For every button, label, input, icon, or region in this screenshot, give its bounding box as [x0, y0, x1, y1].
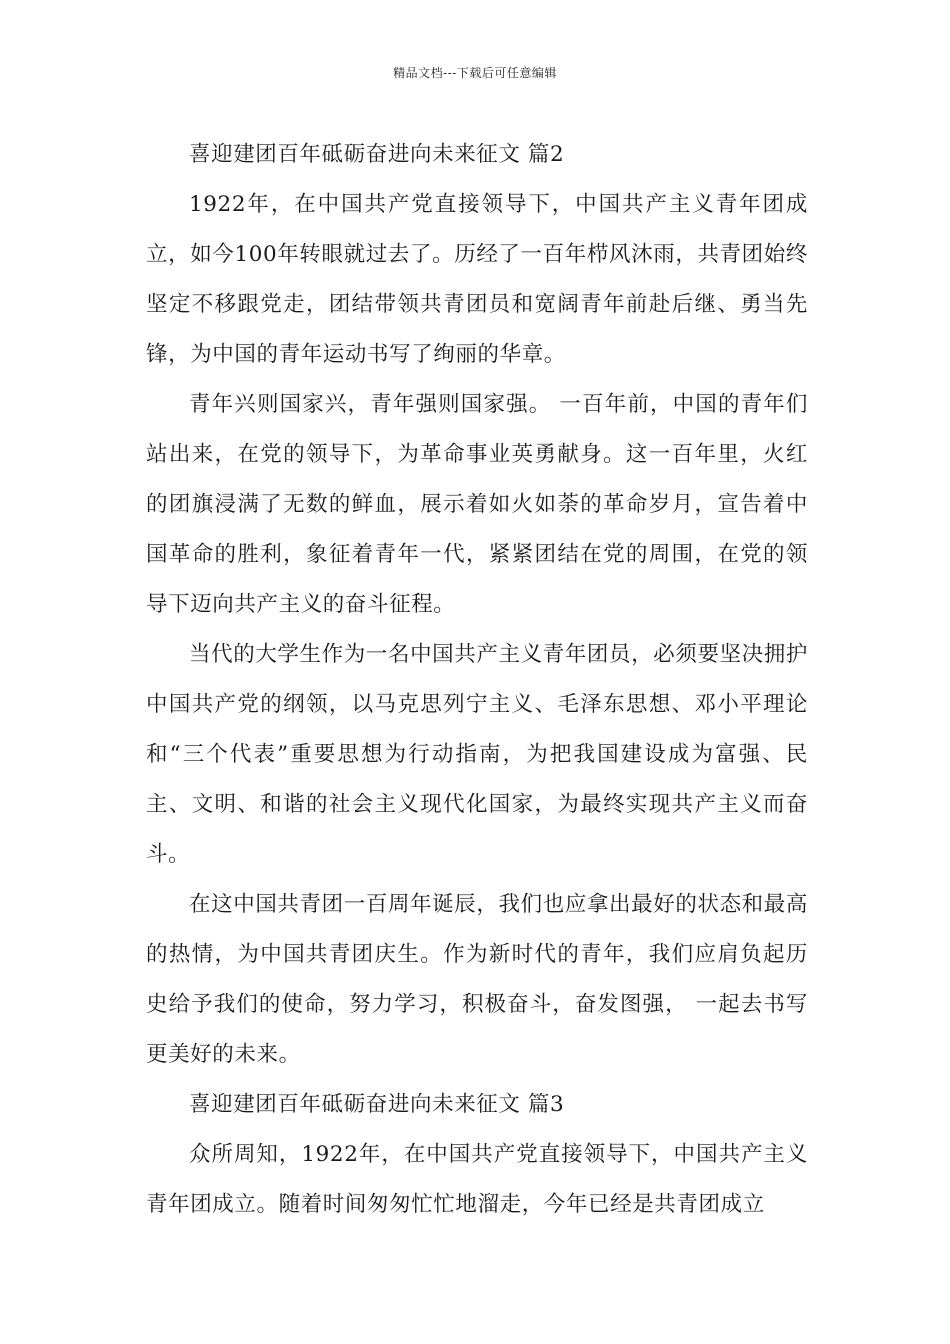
paragraph: 青年兴则国家兴，青年强则国家强。 一百年前，中国的青年们站出来，在党的领导下，为革命事业英勇献身。这一百年里，火红的团旗浸满了无数的鲜血，展示着如火如荼的革命岁月，宣告着中国革命的胜利，象征着青年一代，紧紧团结在党的周围，在党的领导下迈向共产主义的奋斗征程。	[146, 392, 808, 617]
article-body	[146, 130, 808, 1230]
section-heading-3: 喜迎建团百年砥砺奋进向未来征文 篇3	[189, 1092, 565, 1117]
paragraph: 众所周知，1922年，在中国共产党直接领导下，中国共产主义青年团成立。随着时间匆匆忙忙地溜走，今年已经是共青团成立	[146, 1142, 808, 1217]
page-header: 精品文档---下载后可任意编辑	[393, 66, 557, 80]
paragraph: 在这中国共青团一百周年诞辰，我们也应拿出最好的状态和最高的热情，为中国共青团庆生。作为新时代的青年，我们应肩负起历史给予我们的使命，努力学习，积极奋斗，奋发图强， 一起去书写更美好的未来。	[146, 892, 808, 1067]
paragraph: 当代的大学生作为一名中国共产主义青年团员，必须要坚决拥护中国共产党的纲领，以马克思列宁主义、毛泽东思想、邓小平理论和“三个代表”重要思想为行动指南，为把我国建设成为富强、民主、文明、和谐的社会主义现代化国家，为最终实现共产主义而奋斗。	[146, 642, 808, 867]
section-heading-2: 喜迎建团百年砥砺奋进向未来征文 篇2	[189, 142, 565, 167]
paragraph: 1922年，在中国共产党直接领导下，中国共产主义青年团成立，如今100年转眼就过去了。历经了一百年栉风沐雨，共青团始终坚定不移跟党走，团结带领共青团员和宽阔青年前赴后继、勇当先锋，为中国的青年运动书写了绚丽的华章。	[146, 192, 808, 367]
